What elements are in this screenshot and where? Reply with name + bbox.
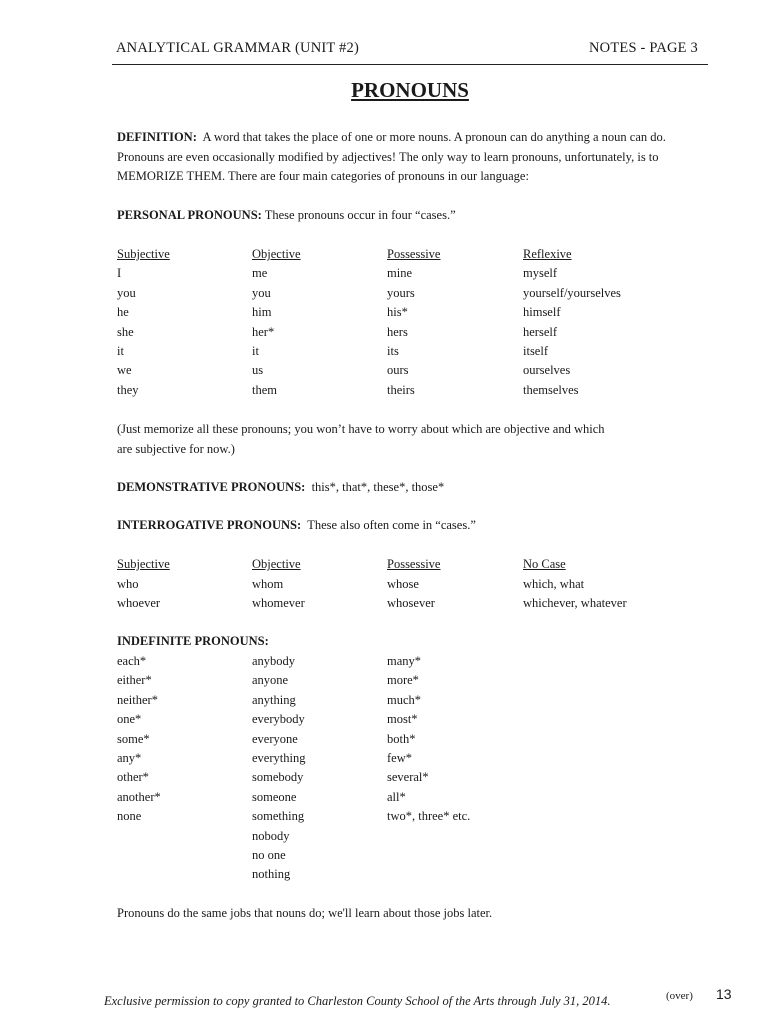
indefinite-pronouns-heading <box>117 632 677 652</box>
table-cell: no one <box>252 848 286 862</box>
indefinite-label: INDEFINITE PRONOUNS: <box>117 634 269 648</box>
definition-line: MEMORIZE THEM. There are four main categories of pronouns in our language: <box>117 169 529 183</box>
demonstrative-label: DEMONSTRATIVE PRONOUNS: <box>117 480 306 494</box>
table-cell: somebody <box>252 770 304 785</box>
table-cell: everyone <box>252 731 298 746</box>
table-cell: she <box>117 324 134 339</box>
permission-notice: Exclusive permission to copy granted to Charleston County School of the Arts through July 31, 2014. <box>104 994 611 1008</box>
table-cell: two*, three* etc. <box>387 809 471 824</box>
table-cell: everybody <box>252 712 305 727</box>
column-header: No Case <box>523 557 566 571</box>
definition-label: DEFINITION: <box>117 130 197 144</box>
table-cell: all* <box>387 789 406 804</box>
table-cell: whom <box>252 576 284 591</box>
table-cell: ourselves <box>523 363 571 377</box>
table-cell: everything <box>252 751 306 765</box>
table-cell: anyone <box>252 673 289 688</box>
table-cell: them <box>252 382 277 397</box>
column-header: Objective <box>252 557 301 571</box>
table-cell: nobody <box>252 828 290 843</box>
table-cell: either* <box>117 673 152 688</box>
table-row <box>117 768 717 787</box>
column-header: Subjective <box>117 247 170 261</box>
table-row <box>117 691 717 710</box>
table-row <box>117 652 717 671</box>
column-header: Subjective <box>117 557 170 571</box>
table-cell: me <box>252 266 268 280</box>
table-cell: someone <box>252 789 297 804</box>
definition-paragraph <box>117 128 677 187</box>
personal-note <box>117 420 677 459</box>
table-cell: whosever <box>387 596 435 610</box>
table-cell: her* <box>252 324 275 339</box>
table-cell: any* <box>117 751 142 765</box>
table-cell: something <box>252 809 305 824</box>
table-cell: it <box>252 344 259 358</box>
table-cell: neither* <box>117 692 158 707</box>
table-row <box>117 846 717 865</box>
table-row <box>117 788 717 807</box>
table-cell: whoever <box>117 596 161 610</box>
table-cell: anything <box>252 692 296 707</box>
table-cell: theirs <box>387 382 415 397</box>
table-cell: other* <box>117 770 149 785</box>
interrogative-description: These also often come in “cases.” <box>307 518 476 532</box>
note-line: (Just memorize all these pronouns; you won’t have to worry about which are objective and which <box>117 422 605 436</box>
table-cell: yourself/yourselves <box>523 285 621 300</box>
table-cell: another* <box>117 789 161 804</box>
interrogative-label: INTERROGATIVE PRONOUNS: <box>117 518 302 532</box>
definition-line: A word that takes the place of one or more nouns. A pronoun can do anything a noun can do. <box>202 130 666 144</box>
table-cell: myself <box>523 266 558 280</box>
table-row <box>117 710 717 729</box>
table-cell: whichever, whatever <box>523 596 627 610</box>
personal-label: PERSONAL PRONOUNS: <box>117 208 262 222</box>
interrogative-pronouns-heading <box>117 516 677 536</box>
column-header: Possessive <box>387 247 441 261</box>
table-row <box>117 264 717 283</box>
table-cell: itself <box>523 344 548 358</box>
table-row <box>117 575 717 594</box>
table-cell: hers <box>387 324 408 339</box>
table-cell: few* <box>387 751 412 765</box>
table-cell: nothing <box>252 867 291 882</box>
note-line: are subjective for now.) <box>117 441 235 456</box>
table-row <box>117 594 717 613</box>
table-cell: who <box>117 576 139 591</box>
table-cell: yours <box>387 285 415 300</box>
table-cell: none <box>117 809 142 824</box>
table-row <box>117 303 717 322</box>
table-row <box>117 361 717 380</box>
table-cell: its <box>387 344 399 358</box>
table-row <box>117 381 717 400</box>
table-cell: him <box>252 305 272 319</box>
definition-line: Pronouns are even occasionally modified by adjectives! The only way to learn pronouns, unfortunately, is to <box>117 149 659 164</box>
table-row <box>117 284 717 303</box>
table-cell: he <box>117 305 129 319</box>
table-cell: themselves <box>523 382 579 397</box>
personal-table-header <box>117 245 717 264</box>
table-cell: us <box>252 363 264 377</box>
table-cell: you <box>252 285 271 300</box>
table-cell: mine <box>387 266 412 280</box>
table-cell: more* <box>387 673 419 688</box>
closing-sentence: Pronouns do the same jobs that nouns do; we'll learn about those jobs later. <box>117 906 493 920</box>
header-page-label: NOTES - PAGE 3 <box>588 40 698 56</box>
table-cell: you <box>117 285 136 300</box>
table-row <box>117 865 717 884</box>
table-cell: some* <box>117 731 150 746</box>
table-cell: both* <box>387 731 416 746</box>
page-title: PRONOUNS <box>351 78 469 102</box>
table-cell: many* <box>387 654 422 668</box>
page-number: 13 <box>716 986 732 1002</box>
table-row <box>117 749 717 768</box>
table-cell: I <box>117 266 122 280</box>
interrogative-table-header <box>117 555 717 574</box>
table-cell: they <box>117 382 139 397</box>
table-cell: herself <box>523 324 558 339</box>
table-row <box>117 827 717 846</box>
table-row <box>117 323 717 342</box>
column-header: Possessive <box>387 557 441 571</box>
personal-pronouns-heading <box>117 206 677 226</box>
table-cell: ours <box>387 363 409 377</box>
table-cell: each* <box>117 654 147 668</box>
table-cell: whose <box>387 576 419 591</box>
page-header <box>112 38 708 65</box>
table-cell: much* <box>387 692 422 707</box>
table-cell: his* <box>387 305 408 319</box>
table-row <box>117 730 717 749</box>
demonstrative-list: this*, that*, these*, those* <box>311 480 445 494</box>
column-header: Reflexive <box>523 247 572 261</box>
table-cell: whomever <box>252 596 305 610</box>
column-header: Objective <box>252 247 301 261</box>
table-cell: we <box>117 363 132 377</box>
table-cell: which, what <box>523 576 585 591</box>
table-cell: anybody <box>252 654 296 668</box>
table-cell: it <box>117 344 124 358</box>
table-row <box>117 807 717 826</box>
table-cell: most* <box>387 712 418 727</box>
table-cell: himself <box>523 305 561 319</box>
table-cell: one* <box>117 712 142 727</box>
over-label: (over) <box>666 990 693 1002</box>
demonstrative-pronouns <box>117 478 677 498</box>
table-row <box>117 671 717 690</box>
table-cell: several* <box>387 770 429 785</box>
header-title: ANALYTICAL GRAMMAR (UNIT #2) <box>116 40 359 56</box>
table-row <box>117 342 717 361</box>
personal-description: These pronouns occur in four “cases.” <box>264 208 456 222</box>
